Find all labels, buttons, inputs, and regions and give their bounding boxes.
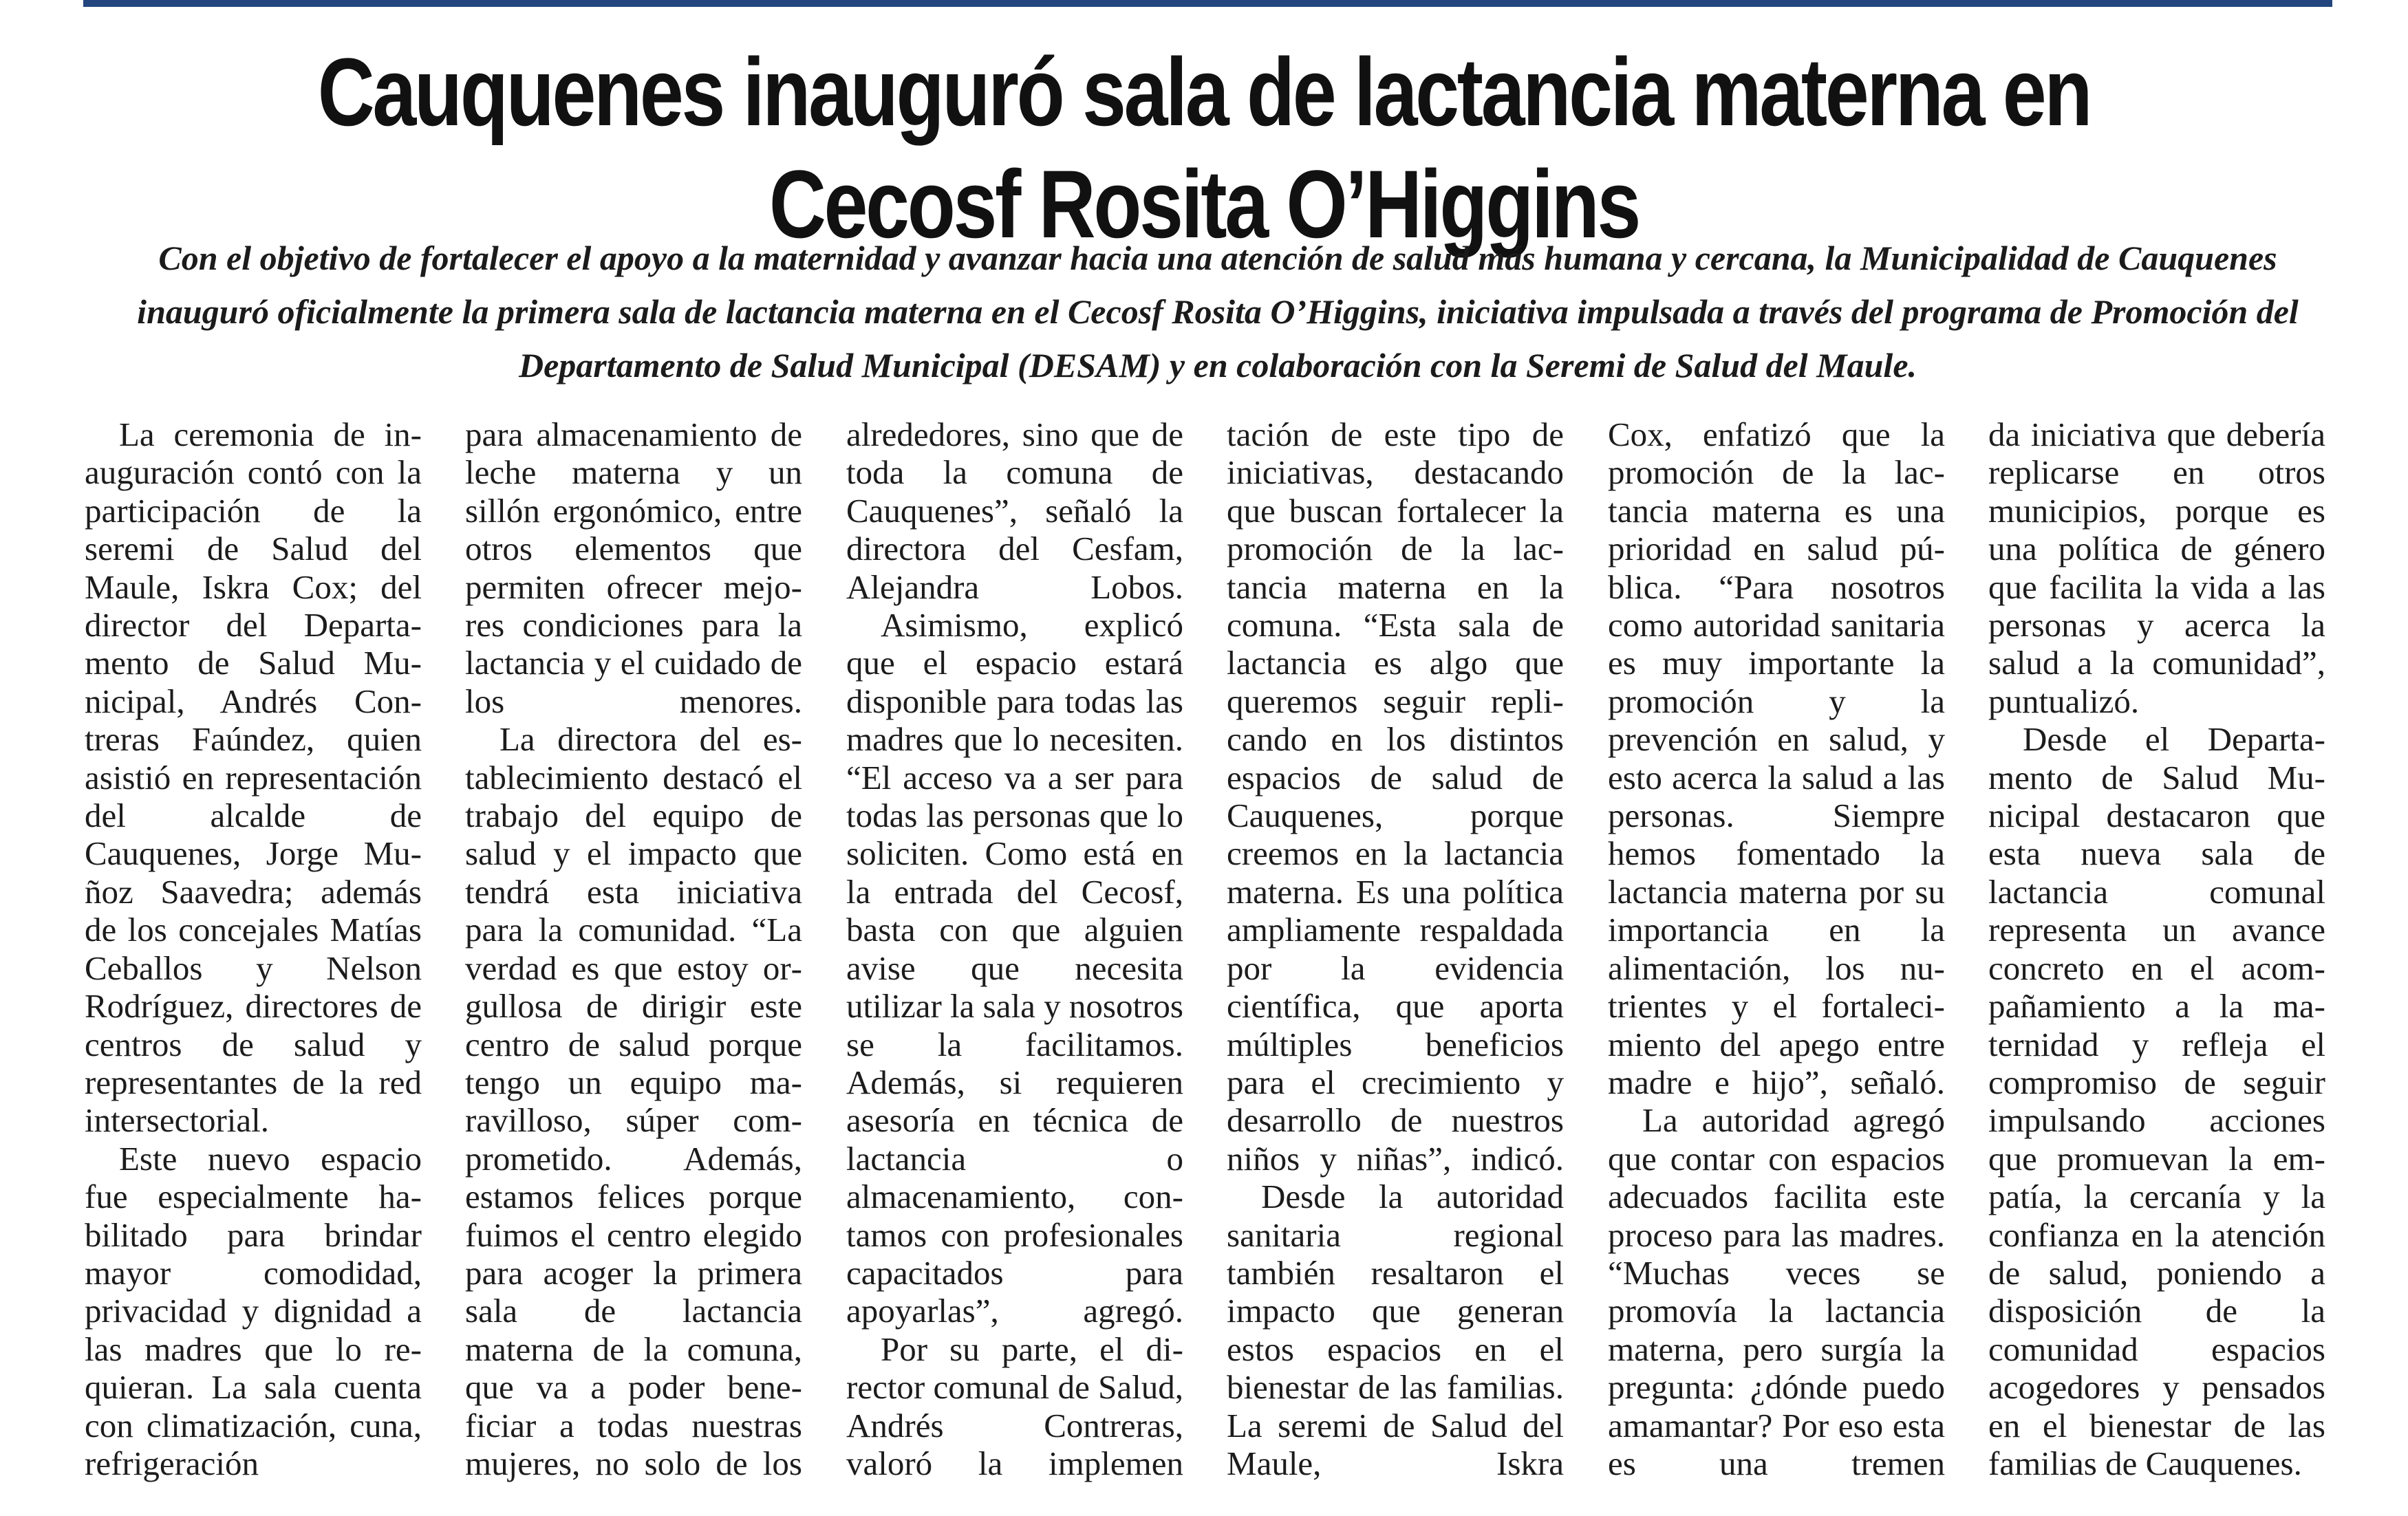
article-column-4 (1227, 415, 1564, 1482)
body-paragraph: alrededores, sino que de toda la comuna de Cauquenes”, señaló la directora del Cesfam, Alejandra Lobos. (846, 415, 1183, 606)
body-paragraph: Desde el Departamento de Salud Municipal destacaron que esta nueva sala de lactancia comunal representa un avance concreto en el acompañamiento a la maternidad y refleja el compromiso de seguir impulsando acciones que promuevan la empatía, la cercanía y la confianza en la atención de salud, poniendo a disposición de la comunidad espacios acogedores y pensados en el bienestar de las familias de Cauquenes. (1988, 720, 2325, 1482)
body-paragraph: Cox, enfatizó que la promoción de la lactancia materna es una prioridad en salud pública. “Para nosotros como autoridad sanitaria es muy importante la promoción y la prevención en salud, y esto acerca la salud a las personas. Siempre hemos fomentado la lactancia materna por su importancia en la alimentación, los nutrientes y el fortalecimiento del apego entre madre e hijo”, señaló. (1608, 415, 1945, 1101)
headline: Cauquenes inauguró sala de lactancia materna en Cecosf Rosita O’Higgins (317, 38, 2091, 258)
article-column-1 (85, 415, 422, 1482)
article-column-5 (1608, 415, 1945, 1482)
lead-paragraph: Con el objetivo de fortalecer el apoyo a la maternidad y avanzar hacia una atención de salud más humana y cercana, la Municipalidad de Cauquenes inauguró oficialmente la primera sala de lactancia materna en el Cecosf Rosita O’Higgins, iniciativa impulsada a través del programa de Promoción del Departamento de Salud Municipal (DESAM) y en colaboración con la Seremi de Salud del Maule. (137, 239, 2299, 385)
body-paragraph: Este nuevo espacio fue especialmente habilitado para brindar mayor comodidad, privacidad y dignidad a las madres que lo requieran. La sala cuenta con climatización, cuna, refrigeración (85, 1139, 422, 1482)
body-paragraph: Desde la autoridad sanitaria regional también resaltaron el impacto que generan estos espacios en el bienestar de las familias. La seremi de Salud del Maule, Iskra (1227, 1178, 1564, 1482)
body-paragraph: La directora del establecimiento destacó el trabajo del equipo de salud y el impacto que tendrá esta iniciativa para la comunidad. “La verdad es que estoy orgullosa de dirigir este centro de salud porque tengo un equipo maravilloso, súper comprometido. Además, estamos felices porque fuimos el centro elegido para acoger la primera sala de lactancia materna de la comuna, que va a poder beneficiar a todas nuestras mujeres, no solo de los (465, 720, 802, 1482)
body-paragraph: Asimismo, explicó que el espacio estará disponible para todas las madres que lo necesiten. “El acceso va a ser para todas las personas que lo soliciten. Como está en la entrada del Cecosf, basta con que alguien avise que necesita utilizar la sala y nosotros se la facilitamos. Además, si requieren asesoría en técnica de lactancia o almacenamiento, contamos con profesionales capacitados para apoyarlas”, agregó. (846, 606, 1183, 1330)
article-column-3 (846, 415, 1183, 1482)
article-column-6 (1988, 415, 2325, 1482)
body-paragraph: da iniciativa que debería replicarse en otros municipios, porque es una política de género que facilita la vida a las personas y acerca la salud a la comunidad”, puntualizó. (1988, 415, 2325, 720)
body-paragraph: La ceremonia de inauguración contó con la participación de la seremi de Salud del Maule, Iskra Cox; del director del Departamento de Salud Municipal, Andrés Contreras Faúndez, quien asistió en representación del alcalde de Cauquenes, Jorge Muñoz Saavedra; además de los concejales Matías Ceballos y Nelson Rodríguez, directores de centros de salud y representantes de la red intersectorial. (85, 415, 422, 1140)
top-rule (83, 0, 2332, 7)
body-paragraph: para almacenamiento de leche materna y un sillón ergonómico, entre otros elementos que permiten ofrecer mejores condiciones para la lactancia y el cuidado de los menores. (465, 415, 802, 720)
article-column-2 (465, 415, 802, 1482)
body-paragraph: La autoridad agregó que contar con espacios adecuados facilita este proceso para las madres. “Muchas veces se promovía la lactancia materna, pero surgía la pregunta: ¿dónde puedo amamantar? Por eso esta es una tremen (1608, 1101, 1945, 1482)
body-paragraph: Por su parte, el director comunal de Salud, Andrés Contreras, valoró la implemen (846, 1330, 1183, 1482)
body-paragraph: tación de este tipo de iniciativas, destacando que buscan fortalecer la promoción de la lactancia materna en la comuna. “Esta sala de lactancia es algo que queremos seguir replicando en los distintos espacios de salud de Cauquenes, porque creemos en la lactancia materna. Es una política ampliamente respaldada por la evidencia científica, que aporta múltiples beneficios para el crecimiento y desarrollo de nuestros niños y niñas”, indicó. (1227, 415, 1564, 1178)
